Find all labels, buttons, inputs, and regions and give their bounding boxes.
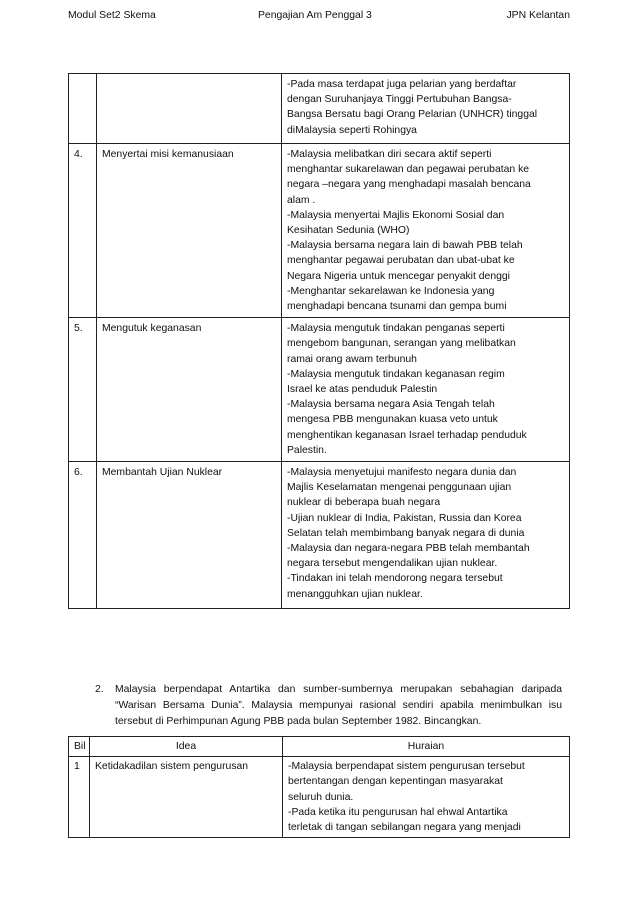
description-line: ramai orang awam terbunuh: [287, 353, 417, 365]
row-number: 5.: [69, 318, 97, 462]
header-module-title: Modul Set2 Skema: [68, 10, 156, 21]
header-subject: Pengajian Am Penggal 3: [258, 10, 372, 21]
description-line: Selatan telah membimbang banyak negara di dunia: [287, 527, 525, 539]
row-number: 1: [69, 757, 90, 838]
row-description: [282, 318, 570, 462]
description-line: mengesa PBB mengunakan kuasa veto untuk: [287, 414, 498, 426]
table-row: [69, 144, 570, 318]
description-line: alam .: [287, 194, 316, 206]
description-line: -Tindakan ini telah mendorong negara tersebut: [287, 573, 503, 585]
description-line: Majlis Keselamatan mengenai penggunaan ujian: [287, 482, 512, 494]
description-line: Kesihatan Sedunia (WHO): [287, 225, 410, 237]
page-header: [68, 8, 570, 24]
answer-table-1-body: [69, 74, 570, 609]
row-number: 6.: [69, 462, 97, 609]
description-line: diMalaysia seperti Rohingya: [287, 124, 417, 136]
description-line: terletak di tangan sebilangan negara yang menjadi: [288, 822, 521, 834]
description-line: Israel ke atas penduduk Palestin: [287, 384, 438, 396]
row-idea: Mengutuk keganasan: [97, 318, 282, 462]
description-line: menghantar pegawai perubatan dan ubat-ubat ke: [287, 255, 515, 267]
answer-table-2-body: [69, 757, 570, 838]
description-line: Negara Nigeria untuk mencegar penyakit denggi: [287, 270, 510, 282]
table-header-row: [69, 737, 570, 757]
description-line: nuklear di beberapa buah negara: [287, 497, 441, 509]
description-line: -Malaysia dan negara-negara PBB telah membantah: [287, 543, 530, 555]
answer-table-1: [68, 73, 570, 609]
description-line: seluruh dunia.: [288, 791, 354, 803]
description-line: menghentikan keganasan Israel terhadap penduduk: [287, 429, 527, 441]
header-huraian: Huraian: [283, 737, 570, 757]
row-description: [282, 462, 570, 609]
row-idea: Menyertai misi kemanusiaan: [97, 144, 282, 318]
description-line: Bangsa Bersatu bagi Orang Pelarian (UNHCR) tinggal: [287, 109, 538, 121]
row-description: [282, 144, 570, 318]
description-line: -Pada masa terdapat juga pelarian yang berdaftar: [287, 79, 517, 90]
row-idea: Membantah Ujian Nuklear: [97, 462, 282, 609]
row-number: [69, 74, 97, 144]
description-line: -Menghantar sekarelawan ke Indonesia yang: [287, 285, 495, 297]
description-line: -Ujian nuklear di India, Pakistan, Russia dan Korea: [287, 512, 522, 524]
row-idea: Ketidakadilan sistem pengurusan: [90, 757, 283, 838]
table-row: [69, 757, 570, 838]
description-line: mengebom bangunan, serangan yang melibatkan: [287, 338, 516, 350]
row-description: [283, 757, 570, 838]
description-line: -Malaysia bersama negara lain di bawah PBB telah: [287, 240, 523, 252]
description-line: -Malaysia berpendapat sistem pengurusan tersebut: [288, 761, 525, 773]
description-line: -Malaysia melibatkan diri secara aktif seperti: [287, 149, 492, 160]
question-line: Malaysia berpendapat Antartika dan sumber-sumbernya merupakan sebahagian daripada: [115, 684, 562, 695]
header-bil: Bil: [69, 737, 90, 757]
description-line: -Malaysia mengutuk tindakan keganasan regim: [287, 368, 505, 380]
description-line: -Malaysia bersama negara Asia Tengah telah: [287, 399, 495, 411]
question-line: tersebut di Perhimpunan Agung PBB pada bulan September 1982. Bincangkan.: [115, 716, 482, 727]
description-line: -Malaysia mengutuk tindakan penganas seperti: [287, 323, 505, 335]
description-line: negara –negara yang menghadapi masalah bencana: [287, 179, 531, 191]
table-row: [69, 318, 570, 462]
question-number: 2.: [95, 684, 104, 695]
table-row: [69, 74, 570, 144]
description-line: menghadapi bencana tsunami dan gempa bumi: [287, 301, 507, 313]
table-row: [69, 462, 570, 609]
header-idea: Idea: [90, 737, 283, 757]
description-line: -Malaysia menyertai Majlis Ekonomi Sosial dan: [287, 209, 505, 221]
description-line: Palestin.: [287, 444, 327, 456]
row-idea: [97, 74, 282, 144]
answer-table-2: [68, 736, 570, 838]
description-line: negara tersebut mengendalikan ujian nuklear.: [287, 558, 498, 570]
description-line: dengan Suruhanjaya Tinggi Pertubuhan Bangsa-: [287, 94, 512, 106]
row-description: [282, 74, 570, 144]
question-line: “Warisan Bersama Dunia”. Malaysia mempunyai rasional sendiri apabila menimbulkan isu: [115, 700, 562, 711]
description-line: menangguhkan ujian nuklear.: [287, 588, 423, 600]
description-line: -Pada ketika itu pengurusan hal ehwal Antartika: [288, 806, 508, 818]
description-line: bertentangan dengan kepentingan masyarakat: [288, 776, 503, 788]
header-organization: JPN Kelantan: [506, 10, 570, 21]
description-line: -Malaysia menyetujui manifesto negara dunia dan: [287, 467, 517, 479]
description-line: menghantar sukarelawan dan pegawai perubatan ke: [287, 164, 530, 176]
row-number: 4.: [69, 144, 97, 318]
